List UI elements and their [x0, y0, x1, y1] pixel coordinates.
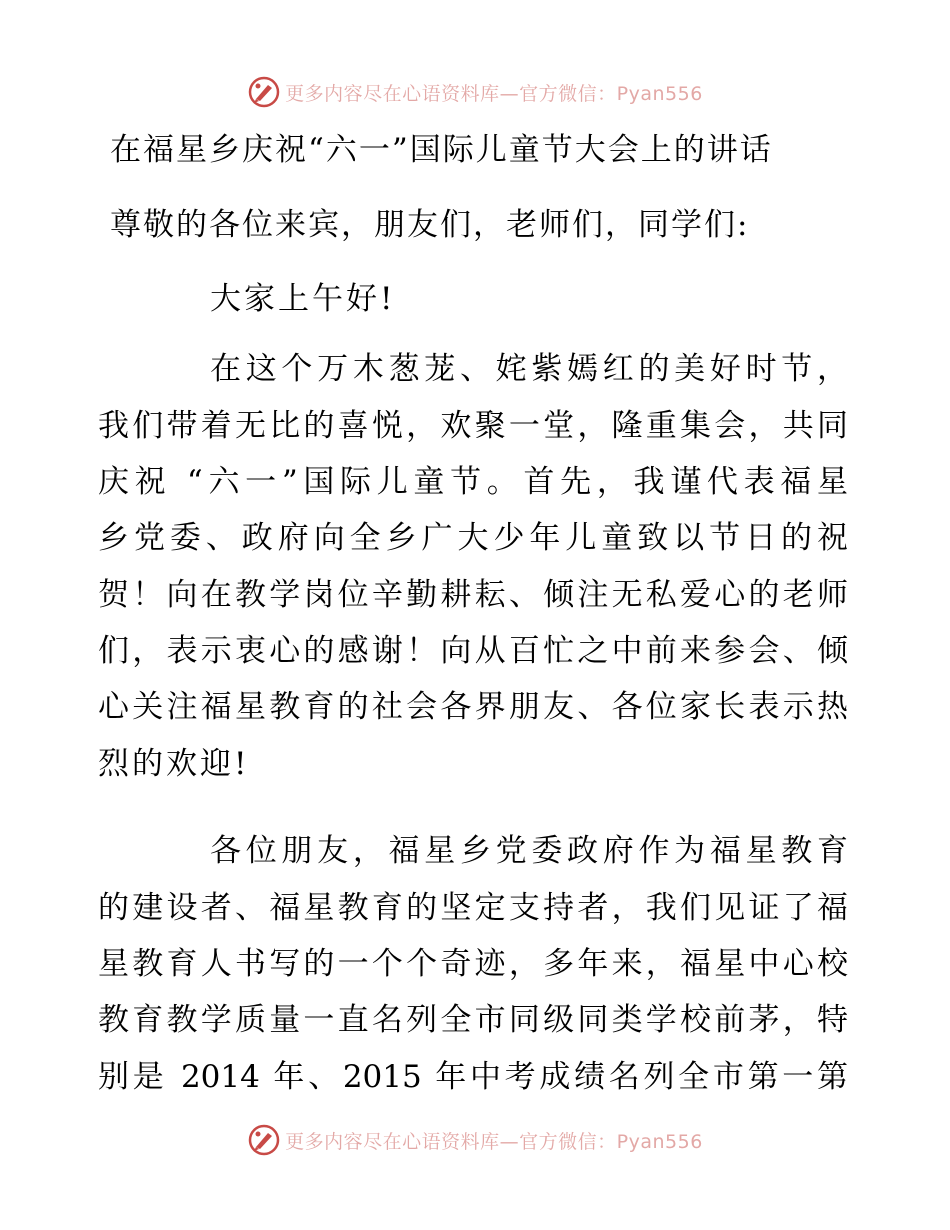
- body-line: 乡党委、政府向全乡广大少年儿童致以节日的祝: [98, 520, 848, 556]
- body-line: 教育教学质量一直名列全市同级同类学校前茅，特: [98, 1002, 848, 1038]
- watermark-logo-icon: [247, 1123, 281, 1157]
- body-line: 贺！向在教学岗位辛勤耕耘、倾注无私爱心的老师: [98, 577, 848, 613]
- body-line: 星教育人书写的一个个奇迹，多年来，福星中心校: [98, 946, 848, 982]
- body-line: 我们带着无比的喜悦，欢聚一堂，隆重集会，共同: [98, 408, 848, 444]
- body-line: 各位朋友，福星乡党委政府作为福星教育: [210, 833, 848, 869]
- salutation: 尊敬的各位来宾，朋友们，老师们，同学们:: [110, 207, 750, 243]
- body-line: 大家上午好!: [210, 281, 396, 317]
- body-line: 庆祝 “六一”国际儿童节。首先，我谨代表福星: [98, 464, 848, 500]
- watermark-text: 更多内容尽在心语资料库—官方微信：Pyan556: [285, 1130, 703, 1153]
- body-line: 在这个万木葱茏、姹紫嫣红的美好时节，: [210, 351, 848, 387]
- body-line: 心关注福星教育的社会各界朋友、各位家长表示热: [98, 689, 848, 725]
- body-line: 们，表示衷心的感谢！向从百忙之中前来参会、倾: [98, 633, 848, 669]
- watermark-text: 更多内容尽在心语资料库—官方微信：Pyan556: [285, 82, 703, 105]
- watermark-footer: [0, 1120, 950, 1160]
- watermark-header: [0, 72, 950, 112]
- body-line: 烈的欢迎!: [98, 746, 250, 782]
- watermark-logo-icon: [247, 75, 281, 109]
- body-line: 的建设者、福星教育的坚定支持者，我们见证了福: [98, 890, 848, 926]
- document-title: 在福星乡庆祝“六一”国际儿童节大会上的讲话: [110, 132, 773, 168]
- body-line: 别是 2014 年、2015 年中考成绩名列全市第一第: [98, 1059, 848, 1095]
